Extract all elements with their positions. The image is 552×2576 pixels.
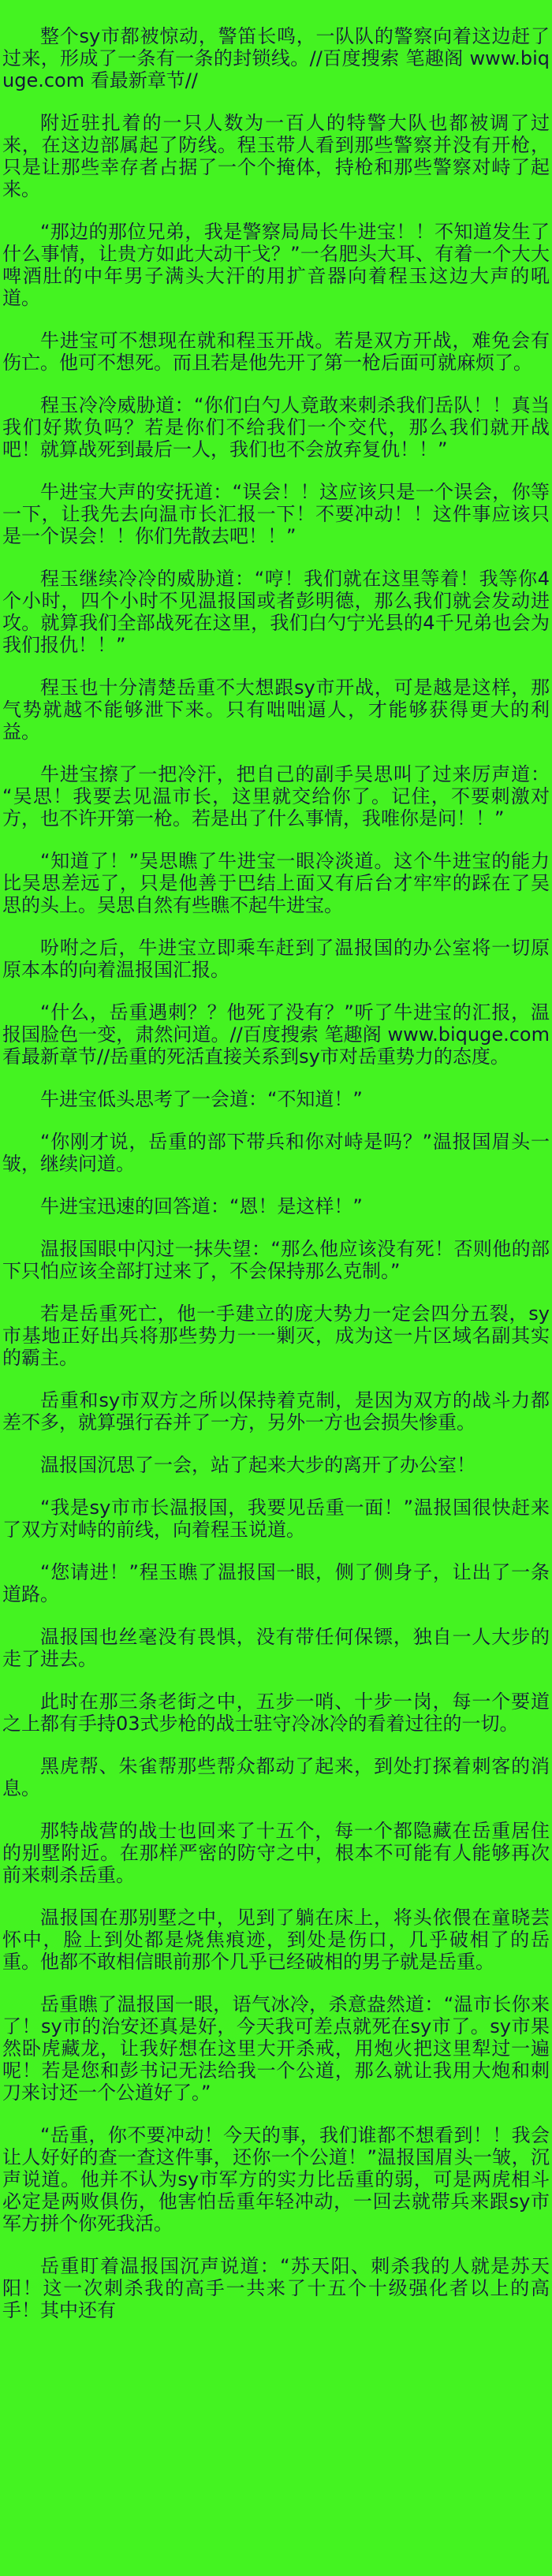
- novel-paragraph: 温报国在那别墅之中，见到了躺在床上，将头依偎在童晓芸怀中，脸上到处都是烧焦痕迹，到处是伤口，几乎破相了的岳重。他都不敢相信眼前那个几乎已经破相的男子就是岳重。: [2, 1907, 550, 1973]
- novel-paragraph: 温报国也丝毫没有畏惧，没有带任何保镖，独自一人大步的走了进去。: [2, 1626, 550, 1670]
- novel-paragraph: 温报国沉思了一会，站了起来大步的离开了办公室！: [40, 1454, 476, 1476]
- novel-paragraph: 牛进宝低头思考了一会道：“不知道！”: [40, 1088, 363, 1110]
- novel-paragraph: 岳重盯着温报国沉声说道：“苏天阳、刺杀我的人就是苏天阳！这一次刺杀我的高手一共来了十五个十级强化者以上的高手！其中还有: [2, 2255, 550, 2321]
- novel-paragraph: 此时在那三条老街之中，五步一哨、十步一岗，每一个要道之上都有手持03式步枪的战士驻守冷冰冷的看着过往的一切。: [2, 1691, 550, 1735]
- novel-paragraph: 整个sy市都被惊动，警笛长鸣，一队队的警察向着这边赶了过来，形成了一条有一条的封锁线。//百度搜索 笔趣阁 www.biquge.com 看最新章节//: [2, 25, 550, 91]
- novel-paragraph: 牛进宝可不想现在就和程玉开战。若是双方开战，难免会有伤亡。他可不想死。而且若是他先开了第一枪后面可就麻烦了。: [2, 330, 550, 374]
- novel-paragraph: 附近驻扎着的一只人数为一百人的特警大队也都被调了过来，在这边部属起了防线。程玉带人看到那些警察并没有开枪，只是让那些幸存者占据了一个个掩体，持枪和那些警察对峙了起来。: [2, 112, 550, 200]
- novel-paragraph: 温报国眼中闪过一抹失望：“那么他应该没有死！否则他的部下只怕应该全部打过来了，不会保持那么克制。”: [2, 1238, 550, 1282]
- novel-paragraph: 吩咐之后，牛进宝立即乘车赶到了温报国的办公室将一切原原本本的向着温报国汇报。: [2, 937, 550, 981]
- novel-paragraph: 牛进宝迅速的回答道：“恩！是这样！”: [40, 1195, 363, 1217]
- novel-paragraph: 若是岳重死亡，他一手建立的庞大势力一定会四分五裂，sy市基地正好出兵将那些势力一一剿灭，成为这一片区域名副其实的霸主。: [2, 1303, 550, 1369]
- novel-paragraph: “那边的那位兄弟，我是警察局局长牛进宝！！不知道发生了什么事情，让贵方如此大动干戈？”一名肥头大耳、有着一个大大啤酒肚的中年男子满头大汗的用扩音器向着程玉这边大声的吼道。: [2, 221, 550, 309]
- novel-paragraph: “岳重，你不要冲动！今天的事，我们谁都不想看到！！我会让人好好的查一查这件事，还你一个公道！”温报国眉头一皱，沉声说道。他并不认为sy市军方的实力比岳重的弱，可是两虎相斗必定是两败俱伤，他害怕岳重年轻冲动，一回去就带兵来跟sy市军方拼个你死我活。: [2, 2124, 550, 2235]
- novel-paragraph: 程玉继续冷冷的威胁道：“哼！我们就在这里等着！我等你4个小时，四个小时不见温报国或者彭明德，那么我们就会发动进攻。就算我们全部战死在这里，我们白勺宁光县的4千兄弟也会为我们报仇！！”: [2, 568, 550, 656]
- novel-paragraph: 牛进宝大声的安抚道：“误会！！这应该只是一个误会，你等一下，让我先去向温市长汇报一下！不要冲动！！这件事应该只是一个误会！！你们先散去吧！！”: [2, 481, 550, 547]
- novel-paragraph: 岳重和sy市双方之所以保持着克制，是因为双方的战斗力都差不多，就算强行吞并了一方，另外一方也会损失惨重。: [2, 1389, 550, 1433]
- novel-paragraph: 程玉冷冷威胁道：“你们白勺人竟敢来刺杀我们岳队！！真当我们好欺负吗？若是你们不给我们一个交代，那么我们就开战吧！就算战死到最后一人，我们也不会放弃复仇！！”: [2, 394, 550, 460]
- novel-paragraph: 程玉也十分清楚岳重不大想跟sy市开战，可是越是这样，那气势就越不能够泄下来。只有咄咄逼人，才能够获得更大的利益。: [2, 677, 550, 743]
- novel-paragraph: 那特战营的战士也回来了十五个，每一个都隐藏在岳重居住的别墅附近。在那样严密的防守之中，根本不可能有人能够再次前来刺杀岳重。: [2, 1820, 550, 1886]
- novel-paragraph: “知道了！”吴思瞧了牛进宝一眼冷淡道。这个牛进宝的能力比吴思差远了，只是他善于巴结上面又有后台才牢牢的踩在了吴思的头上。吴思自然有些瞧不起牛进宝。: [2, 850, 550, 916]
- novel-paragraph: “你刚才说，岳重的部下带兵和你对峙是吗？”温报国眉头一皱，继续问道。: [2, 1131, 550, 1175]
- novel-paragraph: 黑虎帮、朱雀帮那些帮众都动了起来，到处打探着刺客的消息。: [2, 1755, 550, 1799]
- novel-paragraph: 岳重瞧了温报国一眼，语气冰冷，杀意盎然道：“温市长你来了！sy市的治安还真是好，今天我可差点就死在sy市了。sy市果然卧虎藏龙，让我好想在这里大开杀戒，用炮火把这里犁过一遍呢！若是您和彭书记无法给我一个公道，那么就让我用大炮和刺刀来讨还一个公道好了。”: [2, 1993, 550, 2104]
- novel-paragraph: “我是sy市市长温报国，我要见岳重一面！”温报国很快赶来了双方对峙的前线，向着程玉说道。: [2, 1497, 550, 1541]
- novel-paragraph: “您请进！”程玉瞧了温报国一眼，侧了侧身子，让出了一条道路。: [2, 1561, 550, 1605]
- novel-paragraph: “什么，岳重遇刺？？他死了没有？”听了牛进宝的汇报，温报国脸色一变，肃然问道。//百度搜索 笔趣阁 www.biquge.com 看最新章节//岳重的死活直接关系到sy市对岳重势力的态度。: [2, 1001, 550, 1068]
- novel-paragraph: 牛进宝擦了一把冷汗，把自己的副手吴思叫了过来厉声道：“吴思！我要去见温市长，这里就交给你了。记住，不要刺激对方，也不许开第一枪。若是出了什么事情，我唯你是问！！”: [2, 763, 550, 829]
